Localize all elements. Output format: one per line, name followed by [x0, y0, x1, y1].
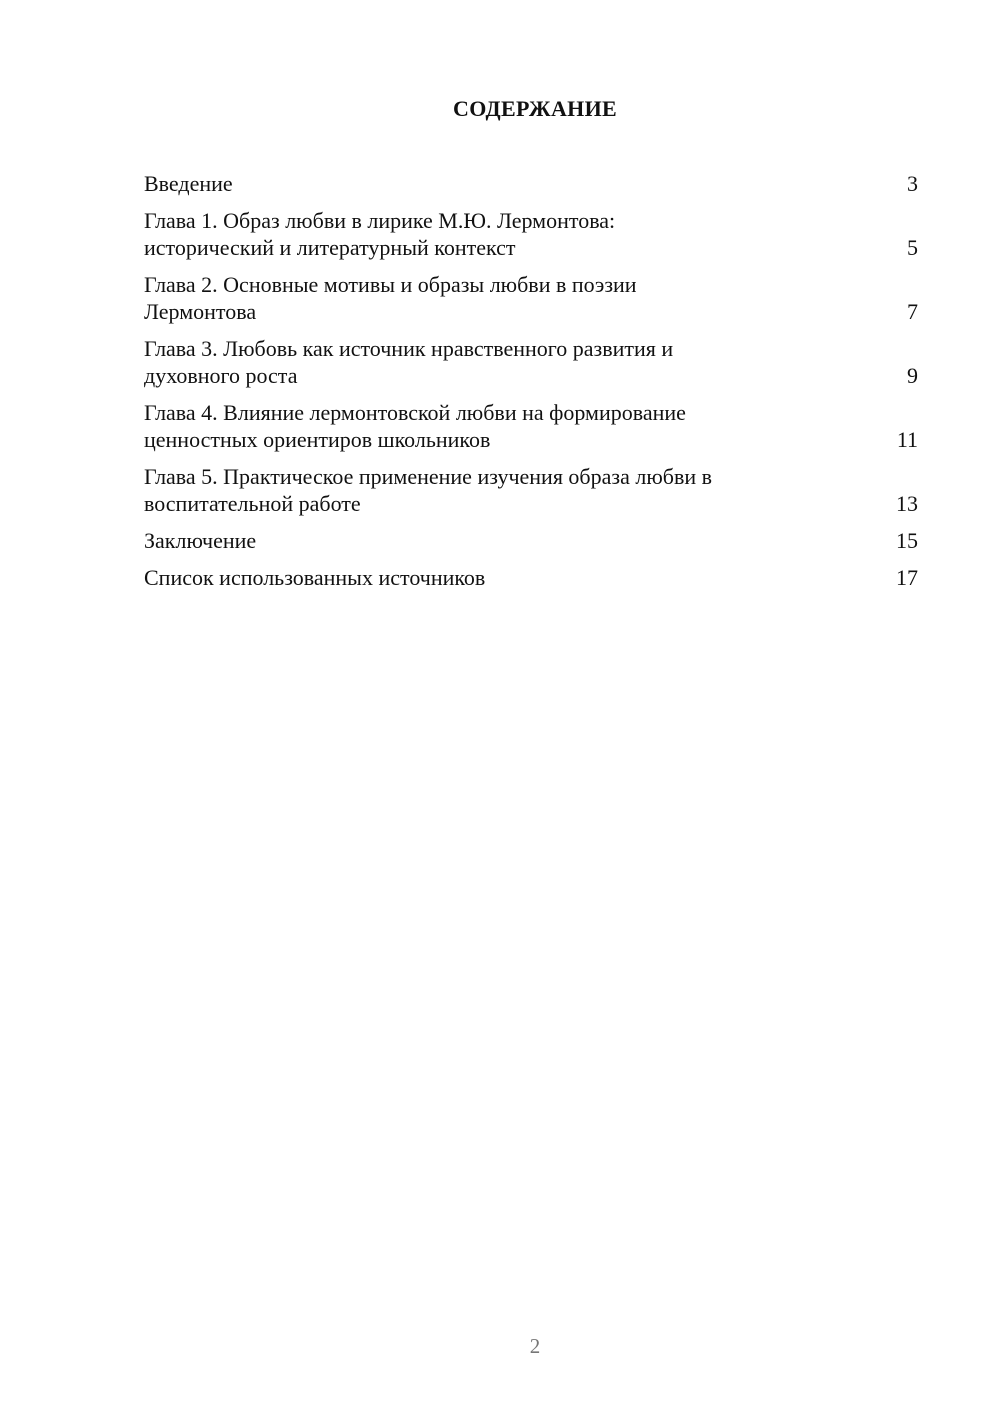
- toc-entry-chapter-5[interactable]: [144, 463, 918, 517]
- toc-page-number: 9: [907, 363, 918, 388]
- toc-page-number: 7: [907, 299, 918, 324]
- toc-entry-line: Глава 1. Образ любви в лирике М.Ю. Лермонтова:: [144, 208, 616, 233]
- toc-entry-line: Введение: [144, 171, 233, 196]
- toc-entry-title: [144, 399, 686, 453]
- toc-page-number: 3: [907, 171, 918, 196]
- page-number: 2: [529, 1334, 541, 1358]
- toc-entry-line: Список использованных источников: [144, 565, 486, 590]
- toc-entry-chapter-4[interactable]: [144, 399, 918, 453]
- toc-entry-title: [144, 564, 485, 591]
- toc-entry-title: [144, 207, 615, 261]
- toc-entry-chapter-1[interactable]: [144, 207, 918, 261]
- toc-entry-line: духовного роста: [144, 363, 298, 388]
- toc-entry-line: Глава 3. Любовь как источник нравственного развития и: [144, 336, 674, 361]
- toc-entry-title: [144, 170, 233, 197]
- toc-entry-title: [144, 527, 256, 554]
- toc-entry-line: Лермонтова: [144, 299, 257, 324]
- toc-entry-chapter-3[interactable]: [144, 335, 918, 389]
- toc-entry-line: ценностных ориентиров школьников: [144, 427, 491, 452]
- toc-entry-title: [144, 335, 673, 389]
- toc-entry-line: воспитательной работе: [144, 491, 361, 516]
- toc-page-number: 17: [896, 565, 918, 590]
- toc-entry-line: Глава 2. Основные мотивы и образы любви в поэзии: [144, 272, 637, 297]
- toc-entry-title: [144, 271, 637, 325]
- toc-entry-chapter-2[interactable]: [144, 271, 918, 325]
- toc-page-number: 5: [907, 235, 918, 260]
- toc-entry-conclusion[interactable]: [144, 527, 918, 554]
- toc-entry-title: [144, 463, 712, 517]
- toc-entry-references[interactable]: [144, 564, 918, 591]
- toc-entry-line: Глава 5. Практическое применение изучения образа любви в: [144, 464, 713, 489]
- toc-page-number: 13: [896, 491, 918, 516]
- toc-page-number: 15: [896, 528, 918, 553]
- toc-entry-line: Глава 4. Влияние лермонтовской любви на формирование: [144, 400, 686, 425]
- toc-entry-line: исторический и литературный контекст: [144, 235, 516, 260]
- page-title: СОДЕРЖАНИЕ: [453, 96, 617, 121]
- table-of-contents: [144, 170, 918, 601]
- toc-entry-line: Заключение: [144, 528, 257, 553]
- toc-entry-introduction[interactable]: [144, 170, 918, 197]
- toc-page-number: 11: [896, 427, 918, 452]
